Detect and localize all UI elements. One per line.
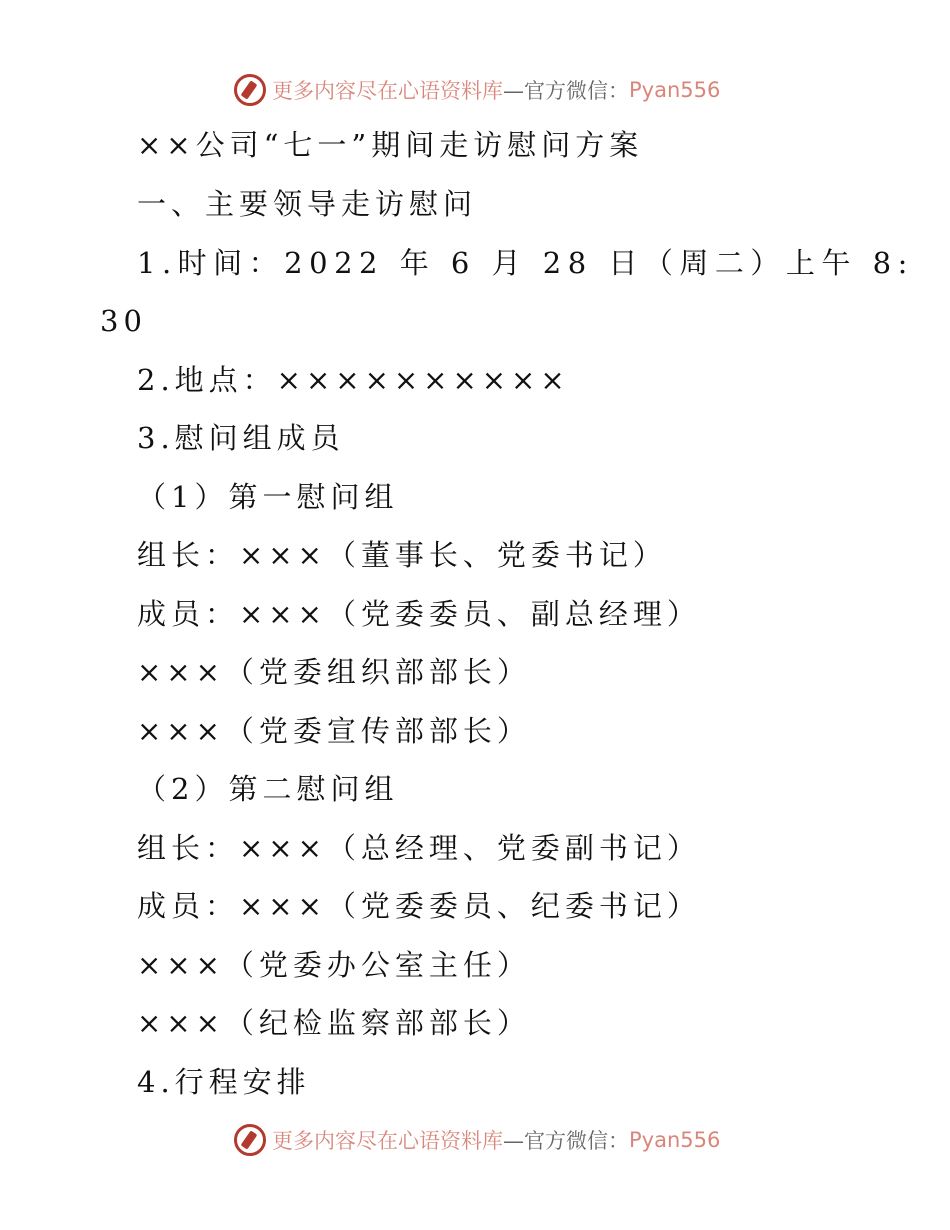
- paragraph-line: 成员：×××（党委委员、副总经理）: [137, 597, 701, 631]
- paragraph-line: 成员：×××（党委委员、纪委书记）: [137, 889, 701, 923]
- watermark-wechat-id: Pyan556: [629, 78, 721, 102]
- footer-watermark: [234, 1120, 720, 1160]
- paragraph-line: ×××（纪检监察部部长）: [137, 1006, 531, 1040]
- paragraph-line: 组长：×××（总经理、党委副书记）: [137, 831, 701, 865]
- document-title: ××公司“七一”期间走访慰问方案: [137, 128, 644, 162]
- paragraph-time-cont: 30: [100, 304, 147, 338]
- paragraph-time: 1.时间：2022 年 6 月 28 日（周二）上午 8:: [137, 246, 914, 280]
- section-heading: 一、主要领导走访慰问: [137, 187, 478, 221]
- watermark-wechat-id: Pyan556: [629, 1128, 721, 1152]
- paragraph-group: （1）第一慰问组: [137, 480, 399, 514]
- pen-logo-icon: [234, 1124, 266, 1156]
- paragraph-line: 组长：×××（董事长、党委书记）: [137, 538, 667, 572]
- pen-logo-icon: [234, 74, 266, 106]
- watermark-wechat-label: —官方微信：: [503, 1129, 629, 1153]
- paragraph-location: 2.地点：××××××××××: [137, 363, 570, 397]
- watermark-wechat-label: —官方微信：: [503, 79, 629, 103]
- paragraph-line: ×××（党委办公室主任）: [137, 948, 531, 982]
- paragraph-heading: 3.慰问组成员: [137, 421, 345, 455]
- paragraph-heading: 4.行程安排: [137, 1065, 311, 1099]
- header-watermark: [234, 70, 720, 110]
- watermark-text: 更多内容尽在心语资料库: [272, 79, 503, 103]
- paragraph-group: （2）第二慰问组: [137, 772, 399, 806]
- paragraph-line: ×××（党委宣传部部长）: [137, 714, 531, 748]
- watermark-text: 更多内容尽在心语资料库: [272, 1129, 503, 1153]
- paragraph-line: ×××（党委组织部部长）: [137, 655, 531, 689]
